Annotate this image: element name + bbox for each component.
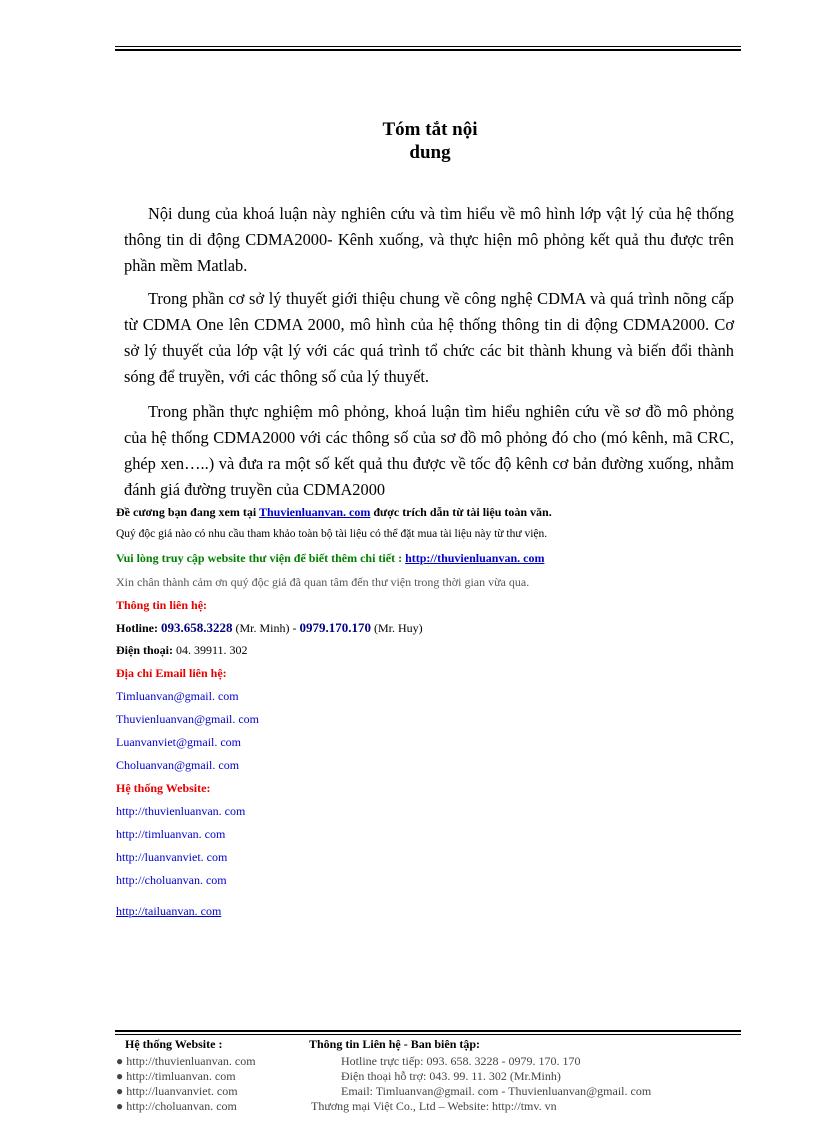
email-link[interactable]: Timluanvan@gmail. com bbox=[116, 689, 239, 703]
hotline-minh-name: (Mr. Minh) - bbox=[232, 621, 300, 635]
email-link[interactable]: Luanvanviet@gmail. com bbox=[116, 735, 242, 749]
footer-website-item[interactable]: ● http://thuvienluanvan. com bbox=[116, 1054, 256, 1068]
library-website-link[interactable]: http://thuvienluanvan. com bbox=[405, 551, 545, 565]
website-heading: Hệ thống Website: bbox=[116, 781, 211, 795]
thuvienluanvan-link[interactable]: Thuvienluanvan. com bbox=[258, 505, 371, 519]
phone-value: 04. 39911. 302 bbox=[176, 643, 248, 657]
header-rule-bottom bbox=[115, 49, 741, 51]
hotline-minh[interactable]: 093.658.3228 bbox=[161, 620, 233, 635]
footer-website-heading: Hệ thống Website : bbox=[125, 1037, 223, 1051]
footer-website-item[interactable]: ● http://luanvanviet. com bbox=[116, 1084, 238, 1098]
phone-label: Điện thoại: bbox=[116, 643, 176, 657]
notice-line-2: Quý độc giả nào có nhu cầu tham khảo toàn bộ tài liệu có thể đặt mua tài liệu này từ thư viện. bbox=[116, 528, 548, 540]
page-title bbox=[330, 118, 530, 164]
notice-line-4: Xin chân thành cảm ơn quý độc giả đã quan tâm đến thư viện trong thời gian vừa qua. bbox=[116, 575, 530, 589]
email-link[interactable]: Thuvienluanvan@gmail. com bbox=[116, 712, 260, 726]
notice-line-3-prefix: Vui lòng truy cập website thư viện để biết thêm chi tiết : bbox=[116, 551, 406, 565]
paragraph-3: Trong phần thực nghiệm mô phỏng, khoá luận tìm hiểu nghiên cứu về sơ đồ mô phỏng của hệ thống CDMA2000 với các thông số của sơ đồ mô phỏng đó cho (mó kênh, mã CRC, ghép xen…..) và đưa ra một số kết quả thu được về tốc độ kênh cơ bản đường xuống, nhằm đánh giá đường truyền của CDMA2000 bbox=[124, 402, 734, 499]
website-link[interactable]: http://luanvanviet. com bbox=[116, 850, 228, 864]
footer-rule-bottom bbox=[115, 1034, 741, 1035]
notice-line-1-suffix: được trích dẫn từ tài liệu toàn văn. bbox=[370, 505, 552, 519]
footer-company: Thương mại Việt Co., Ltd – Website: http://tmv. vn bbox=[311, 1099, 557, 1113]
website-link[interactable]: http://timluanvan. com bbox=[116, 827, 226, 841]
page-title-line-2: dung bbox=[409, 142, 451, 163]
header-rule-top bbox=[115, 46, 741, 47]
website-link[interactable]: http://tailuanvan. com bbox=[116, 904, 222, 918]
hotline-huy[interactable]: 0979.170.170 bbox=[299, 620, 371, 635]
page-title-line-1: Tóm tắt nội bbox=[382, 119, 478, 140]
footer-website-item[interactable]: ● http://timluanvan. com bbox=[116, 1069, 236, 1083]
hotline-label: Hotline: bbox=[116, 621, 161, 635]
footer-contact-heading: Thông tin Liên hệ - Ban biên tập: bbox=[309, 1037, 481, 1051]
email-link[interactable]: Choluanvan@gmail. com bbox=[116, 758, 240, 772]
email-heading: Địa chỉ Email liên hệ: bbox=[116, 666, 227, 680]
notice-line-3 bbox=[116, 551, 544, 566]
hotline-line bbox=[116, 620, 423, 636]
footer-rule-top bbox=[115, 1030, 741, 1032]
footer-hotline: Hotline trực tiếp: 093. 658. 3228 - 0979. 170. 170 bbox=[341, 1054, 581, 1068]
footer-website-item[interactable]: ● http://choluanvan. com bbox=[116, 1099, 237, 1113]
contact-heading: Thông tin liên hệ: bbox=[116, 598, 208, 612]
footer-support-phone: Điện thoại hỗ trợ: 043. 99. 11. 302 (Mr.Minh) bbox=[341, 1069, 561, 1083]
website-link[interactable]: http://choluanvan. com bbox=[116, 873, 227, 887]
paragraph-1: Nội dung của khoá luận này nghiên cứu và tìm hiểu về mô hình lớp vật lý của hệ thống thông tin di động CDMA2000- Kênh xuống, và thực hiện mô phỏng kết quả thu được trên phần mềm Matlab. bbox=[124, 204, 734, 275]
notice-line-1-prefix: Đề cương bạn đang xem tại bbox=[116, 505, 259, 519]
phone-line bbox=[116, 643, 248, 658]
notice-line-1 bbox=[116, 505, 552, 520]
website-link[interactable]: http://thuvienluanvan. com bbox=[116, 804, 246, 818]
paragraph-2: Trong phần cơ sở lý thuyết giới thiệu chung về công nghệ CDMA và quá trình nõng cấp từ CDMA One lên CDMA 2000, mô hình của hệ thống thông tin di động CDMA2000. Cơ sở lý thuyết của lớp vật lý với các quá trình tổ chức các bit thành khung và biến đổi thành sóng để truyền, với các thông số của lý thuyết. bbox=[124, 289, 734, 386]
hotline-huy-name: (Mr. Huy) bbox=[371, 621, 423, 635]
footer-email: Email: Timluanvan@gmail. com - Thuvienluanvan@gmail. com bbox=[341, 1084, 652, 1098]
